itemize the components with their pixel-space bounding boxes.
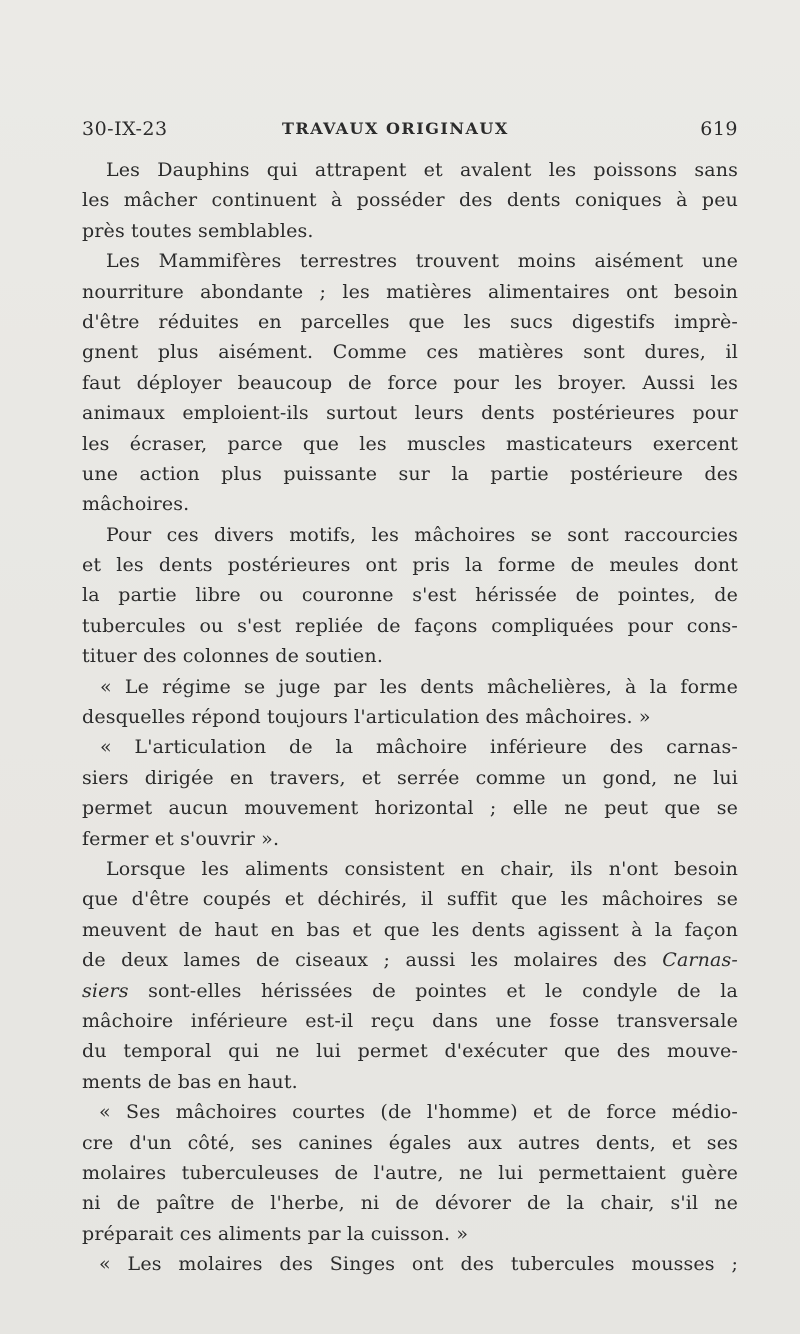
text-line: fermer et s'ouvrir ». — [82, 827, 280, 850]
page-number: 619 — [700, 118, 738, 140]
text-line: permet aucun mouvement horizontal ; elle ne peut que se — [82, 797, 738, 820]
body-text — [82, 155, 738, 1279]
text-line: ni de paître de l'herbe, ni de dévorer de la chair, s'il ne — [82, 1192, 738, 1215]
text-line: cre d'un côté, ses canines égales aux autres dents, et ses — [82, 1131, 738, 1154]
text-line: siers dirigée en travers, et serrée comme un gond, ne lui — [82, 766, 738, 789]
text-line: Lorsque les aliments consistent en chair, ils n'ont besoin — [106, 857, 738, 880]
text-line: « L'articulation de la mâchoire inférieure des carnas- — [100, 736, 738, 759]
text-line: « Le régime se juge par les dents mâchelières, à la forme — [100, 675, 738, 698]
text-line: nourriture abondante ; les matières alimentaires ont besoin — [82, 280, 738, 303]
text-line: mâchoires. — [82, 493, 190, 516]
text-line: les mâcher continuent à posséder des dents coniques à peu — [82, 189, 738, 212]
text-line: d'être réduites en parcelles que les sucs digestifs imprè- — [82, 310, 738, 333]
text-line: les écraser, parce que les muscles masticateurs exercent — [82, 432, 738, 455]
text-line: faut déployer beaucoup de force pour les broyer. Aussi les — [82, 371, 738, 394]
italic-term: siers — [82, 979, 129, 1002]
text-line: mâchoire inférieure est-il reçu dans une fosse transversale — [82, 1009, 738, 1032]
text-line: près toutes semblables. — [82, 219, 314, 242]
text-line: gnent plus aisément. Comme ces matières sont dures, il — [82, 341, 738, 364]
text-line: tubercules ou s'est repliée de façons compliquées pour cons- — [82, 614, 738, 637]
text-line: Les Mammifères terrestres trouvent moins aisément une — [106, 250, 738, 273]
text-line: la partie libre ou couronne s'est hérissée de pointes, de — [82, 584, 738, 607]
running-header — [82, 118, 738, 148]
header-date: 30-IX-23 — [82, 118, 168, 140]
text-line: molaires tuberculeuses de l'autre, ne lui permettaient guère — [82, 1161, 738, 1184]
text-line: tituer des colonnes de soutien. — [82, 645, 384, 668]
text-line: Pour ces divers motifs, les mâchoires se sont raccourcies — [106, 523, 738, 546]
text-line: ments de bas en haut. — [82, 1070, 298, 1093]
text-line: et les dents postérieures ont pris la forme de meules dont — [82, 554, 738, 577]
text-line: Les Dauphins qui attrapent et avalent les poissons sans — [106, 159, 738, 181]
text-line: une action plus puissante sur la partie postérieure des — [82, 462, 738, 485]
text-line — [82, 976, 738, 1006]
text-fragment: sont-elles hérissées de pointes et le condyle de la — [148, 979, 738, 1002]
header-section-title: TRAVAUX ORIGINAUX — [282, 119, 509, 138]
text-line: « Les molaires des Singes ont des tubercules mousses ; — [99, 1253, 738, 1276]
text-line — [82, 945, 738, 975]
text-line: du temporal qui ne lui permet d'exécuter que des mouve- — [82, 1040, 738, 1063]
text-fragment: de deux lames de ciseaux ; aussi les molaires des — [82, 949, 647, 972]
text-line: préparait ces aliments par la cuisson. » — [82, 1222, 469, 1245]
text-line: animaux emploient-ils surtout leurs dents postérieures pour — [82, 402, 738, 425]
text-line: desquelles répond toujours l'articulation des mâchoires. » — [82, 706, 651, 729]
text-line: meuvent de haut en bas et que les dents agissent à la façon — [82, 918, 738, 941]
text-line: que d'être coupés et déchirés, il suffit que les mâchoires se — [82, 888, 738, 911]
italic-term: Carnas- — [662, 949, 738, 972]
text-line: « Ses mâchoires courtes (de l'homme) et de force médio- — [99, 1101, 738, 1124]
